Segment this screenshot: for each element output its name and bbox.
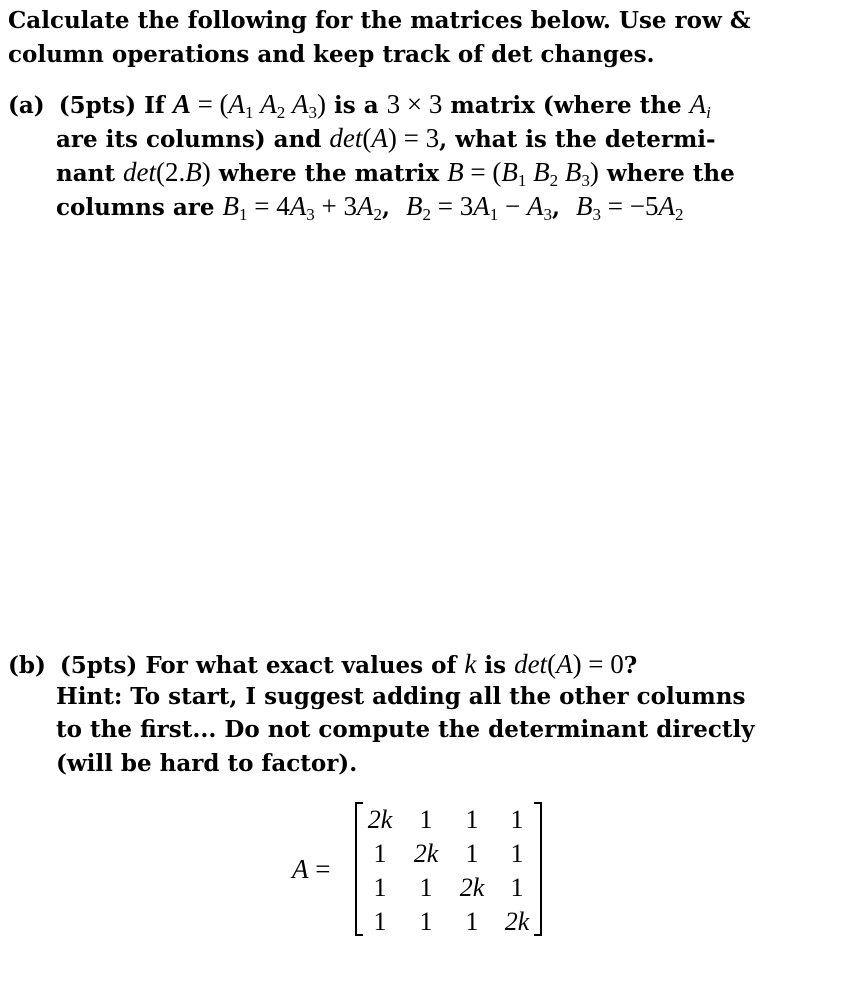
matrix-cell: 1 [419, 873, 433, 902]
part-a-line-4: columns are $B_1 = 4A_3 + 3A_2$, $B_2 = 3A_1 - A_3$, $B_3 = -5A_2$ [56, 191, 684, 224]
matrix-cell: 1 [510, 839, 524, 868]
part-a-line-3: nant det(2.B) where the matrix $B = (B_1$ $B_2$ $B_3$) where the [56, 157, 735, 190]
matrix-cell: 1 [373, 839, 387, 868]
part-b-points: (5pts) [59, 652, 138, 679]
problem-intro-line-1: Calculate the following for the matrices below. Use row & [8, 7, 751, 34]
part-a-points: (5pts) [58, 92, 137, 119]
matrix-cell: 1 [510, 873, 524, 902]
matrix-cell: 2k [413, 839, 439, 868]
matrix-cell: 1 [373, 873, 387, 902]
matrix-cell: 2k [459, 873, 485, 902]
part-a-label: (a) [8, 92, 45, 119]
part-a-line-2: are its columns) and det(A) = 3, what is the determi- [56, 123, 716, 153]
matrix-cell: 1 [419, 805, 433, 834]
matrix-cell: 2k [367, 805, 393, 834]
matrix-cell: 2k [504, 907, 530, 936]
matrix-cell: 1 [373, 907, 387, 936]
part-b-hint-line-3: (will be hard to factor). [56, 750, 358, 777]
matrix-lhs: A = [292, 854, 331, 884]
part-b-line-1: (b) (5pts) For what exact values of k is det(A) = 0? [8, 649, 638, 679]
bracket-top-left [355, 802, 363, 804]
part-b-label: (b) [8, 652, 46, 679]
problem-intro-line-2: column operations and keep track of det changes. [8, 41, 655, 68]
bracket-top-right [534, 802, 542, 804]
matrix-A [355, 802, 542, 936]
part-b-hint-line-1: Hint: To start, I suggest adding all the other columns [56, 683, 746, 710]
part-b-hint-line-2: to the first... Do not compute the determinant directly [56, 716, 755, 743]
matrix-cell: 1 [510, 805, 524, 834]
matrix-cell: 1 [465, 839, 479, 868]
matrix-cell: 1 [465, 907, 479, 936]
matrix-cell: 1 [419, 907, 433, 936]
matrix-cell: 1 [465, 805, 479, 834]
part-a-line-1: (a) (5pts) If $A = (A_1$ $A_2$ $A_3$) is a 3 × 3 matrix (where the $A_i$ [8, 89, 711, 122]
